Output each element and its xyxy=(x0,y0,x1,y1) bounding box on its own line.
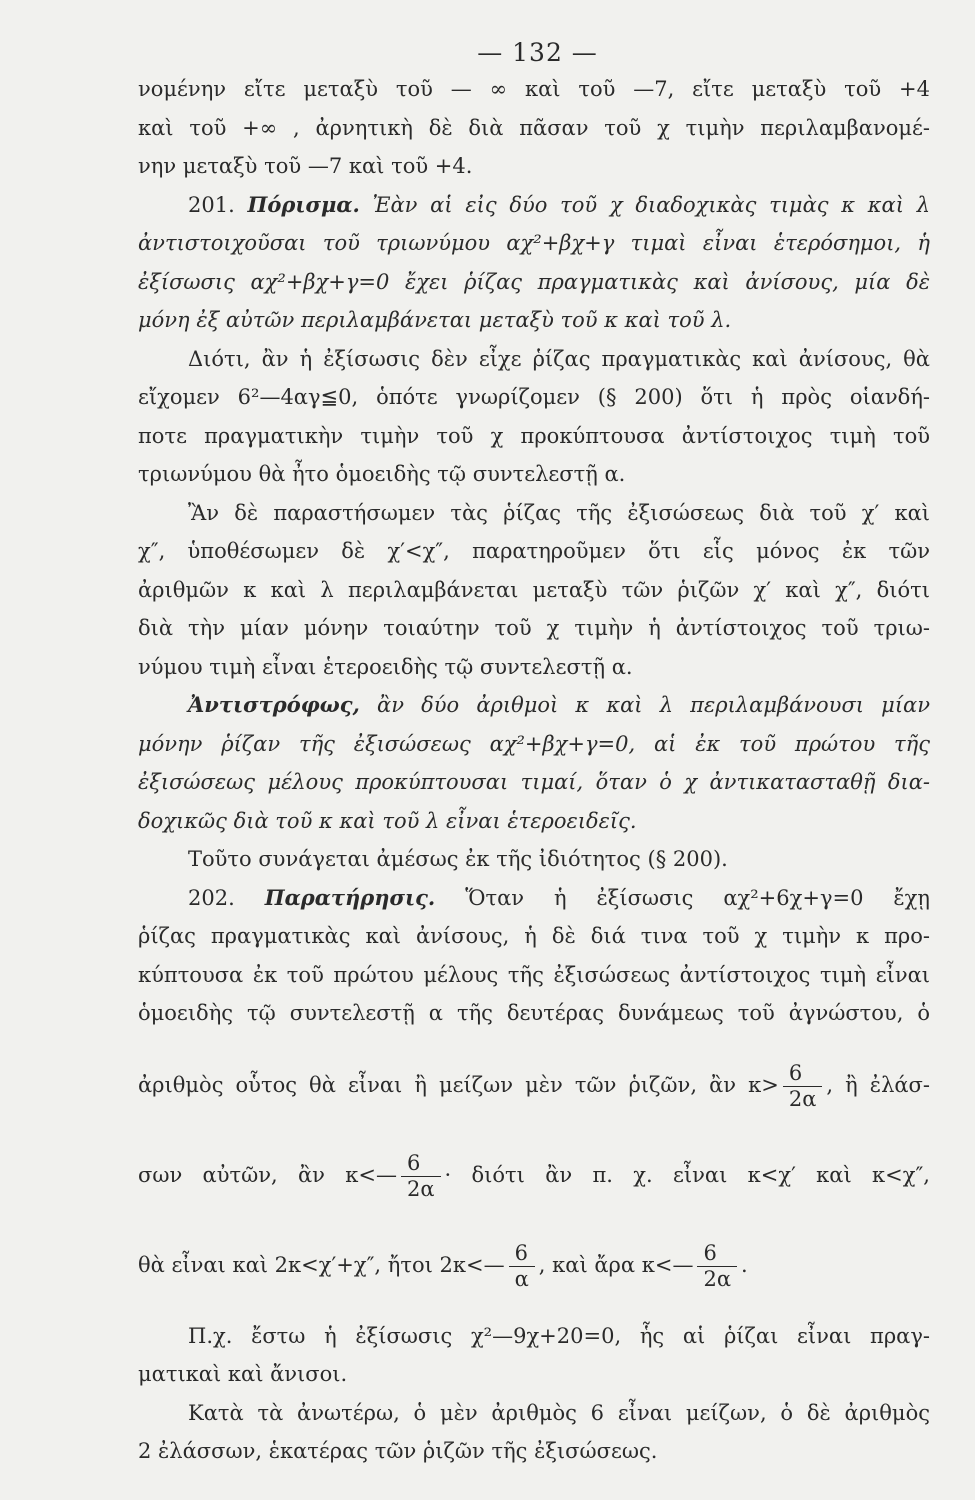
text-line: δοχικῶς διὰ τοῦ κ καὶ τοῦ λ εἶναι ἑτεροειδεῖς. xyxy=(138,808,637,833)
denominator: α xyxy=(514,1266,529,1291)
text-line: καὶ τοῦ +∞ , ἀρνητικὴ δὲ διὰ πᾶσαν τοῦ χ τιμὴν περιλαμβανομέ- xyxy=(138,115,930,140)
section-number: 202. xyxy=(188,885,235,910)
text-segment: θὰ εἶναι καὶ 2κ<χ′+χ″, ἤτοι 2κ<— xyxy=(138,1252,505,1277)
numerator: 6 xyxy=(509,1241,535,1266)
section-title: Παρατήρησις. xyxy=(264,884,436,910)
example-line: Κατὰ τὰ ἀνωτέρω, ὁ μὲν ἀριθμὸς 6 εἶναι μείζων, ὁ δὲ ἀριθμὸς xyxy=(188,1400,930,1425)
numerator: 6 xyxy=(401,1151,441,1176)
numerator: 6 xyxy=(783,1061,823,1086)
denominator: 2α xyxy=(703,1266,732,1291)
numerator: 6 xyxy=(697,1241,737,1266)
text-segment: . xyxy=(741,1252,748,1277)
text-line: ἐξίσωσις αχ²+βχ+γ=0 ἔχει ῥίζας πραγματικὰς καὶ ἀνίσους, μία δὲ xyxy=(138,269,930,294)
spacer xyxy=(138,1303,930,1317)
text-line: χ″, ὑποθέσωμεν δὲ χ′<χ″, παρατηροῦμεν ὅτι εἷς μόνος ἐκ τῶν xyxy=(138,539,930,563)
fraction xyxy=(401,1151,441,1200)
text-segment: ἂν δύο ἀριθμοὶ κ καὶ λ περιλαμβάνουσι μίαν xyxy=(377,693,930,717)
corollary-heading-line xyxy=(138,186,930,225)
spacer xyxy=(138,1123,930,1137)
formula-line xyxy=(138,1137,930,1213)
text-line: ἐξισώσεως μέλους προκύπτουσαι τιμαί, ὅταν ὁ χ ἀντικατασταθῇ δια- xyxy=(138,770,930,794)
text-line: ἀριθμῶν κ καὶ λ περιλαμβάνεται μεταξὺ τῶν ῥιζῶν χ′ καὶ χ″, διότι xyxy=(138,577,930,602)
text-line: ποτε πραγματικὴν τιμὴν τοῦ χ προκύπτουσα ἀντίστοιχος τιμὴ τοῦ xyxy=(138,423,930,448)
remark-heading-line xyxy=(138,879,930,918)
text-segment: Ὅταν ἡ ἐξίσωσις αχ²+6χ+γ=0 ἔχῃ xyxy=(465,885,930,910)
text-line: Ἂν δὲ παραστήσωμεν τὰς ῥίζας τῆς ἐξισώσεως διὰ τοῦ χ′ καὶ xyxy=(188,500,930,525)
fraction xyxy=(509,1241,535,1290)
text-segment: , ἢ ἐλάσ- xyxy=(826,1072,930,1097)
example-line: Π.χ. ἔστω ἡ ἐξίσωσις χ²—9χ+20=0, ἧς αἱ ῥίζαι εἶναι πραγ- xyxy=(188,1323,930,1348)
converse-heading-line xyxy=(138,686,930,725)
section-title: Πόρισμα. xyxy=(247,191,360,217)
text-segment: , καὶ ἄρα κ<— xyxy=(538,1252,694,1277)
text-segment: Ἐὰν αἱ εἰς δύο τοῦ χ διαδοχικὰς τιμὰς κ καὶ λ xyxy=(372,192,930,217)
text-line: ὁμοειδὴς τῷ συντελεστῇ α τῆς δευτέρας δυνάμεως τοῦ ἀγνώστου, ὁ xyxy=(138,1001,930,1025)
text-line: τριωνύμου θὰ ἦτο ὁμοειδὴς τῷ συντελεστῇ α. xyxy=(138,462,626,486)
example-line: ματικαὶ καὶ ἄνισοι. xyxy=(138,1362,348,1386)
section-number: 201. xyxy=(188,192,235,217)
fraction xyxy=(783,1061,823,1110)
text-line: νην μεταξὺ τοῦ —7 καὶ τοῦ +4. xyxy=(138,154,473,178)
text-line: νύμου τιμὴ εἶναι ἑτεροειδὴς τῷ συντελεστῇ α. xyxy=(138,654,633,679)
text-line: διὰ τὴν μίαν μόνην τοιαύτην τοῦ χ τιμὴν ἡ ἀντίστοιχος τοῦ τριω- xyxy=(138,616,930,640)
text-line: μόνη ἐξ αὐτῶν περιλαμβάνεται μεταξὺ τοῦ κ καὶ τοῦ λ. xyxy=(138,308,732,332)
text-line: ἀντιστοιχοῦσαι τοῦ τριωνύμου αχ²+βχ+γ τιμαὶ εἶναι ἑτερόσημοι, ἡ xyxy=(138,231,930,255)
text-line: Διότι, ἂν ἡ ἐξίσωσις δὲν εἶχε ῥίζας πραγματικὰς καὶ ἀνίσους, θὰ xyxy=(188,346,930,371)
spacer xyxy=(138,1033,930,1047)
text-line: νομένην εἴτε μεταξὺ τοῦ — ∞ καὶ τοῦ —7, εἴτε μεταξὺ τοῦ +4 xyxy=(138,77,930,101)
page-body xyxy=(138,70,930,1471)
text-segment: ἀριθμὸς οὗτος θὰ εἶναι ἢ μείζων μὲν τῶν ῥιζῶν, ἂν κ> xyxy=(138,1072,779,1097)
text-line: μόνην ῥίζαν τῆς ἐξισώσεως αχ²+βχ+γ=0, αἱ ἐκ τοῦ πρώτου τῆς xyxy=(138,731,930,756)
spacer xyxy=(138,1213,930,1227)
formula-line xyxy=(138,1047,930,1123)
denominator: 2α xyxy=(406,1176,435,1201)
text-line: ῥίζας πραγματικὰς καὶ ἀνίσους, ἡ δὲ διά τινα τοῦ χ τιμὴν κ προ- xyxy=(138,924,930,948)
text-segment: · διότι ἂν π. χ. εἶναι κ<χ′ καὶ κ<χ″, xyxy=(444,1162,930,1187)
example-line: 2 ἐλάσσων, ἑκατέρας τῶν ῥιζῶν τῆς ἐξισώσεως. xyxy=(138,1439,658,1463)
text-line: Τοῦτο συνάγεται ἀμέσως ἐκ τῆς ἰδιότητος (§ 200). xyxy=(188,847,728,871)
formula-line xyxy=(138,1227,930,1303)
text-line: κύπτουσα ἐκ τοῦ πρώτου μέλους τῆς ἐξισώσεως ἀντίστοιχος τιμὴ εἶναι xyxy=(138,962,930,987)
fraction xyxy=(697,1241,737,1290)
text-segment: σων αὐτῶν, ἂν κ<— xyxy=(138,1162,397,1187)
denominator: 2α xyxy=(788,1086,817,1111)
text-line: εἴχομεν 6²—4αγ≦0, ὁπότε γνωρίζομεν (§ 200) ὅτι ἡ πρὸς οἱανδή- xyxy=(138,385,930,409)
page-number: — 132 — xyxy=(477,38,598,67)
converse-title: Ἀντιστρόφως, xyxy=(188,692,360,717)
